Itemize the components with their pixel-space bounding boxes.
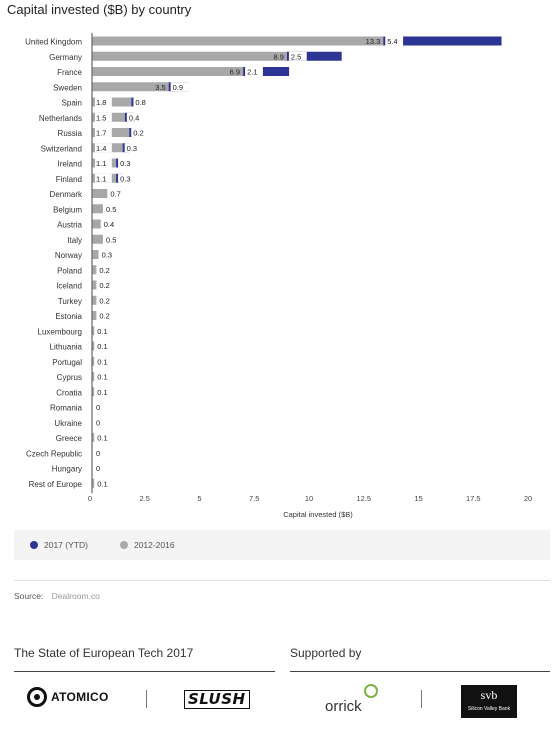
bar-2012-2016 bbox=[92, 281, 96, 290]
logo-separator bbox=[146, 690, 147, 708]
source-value[interactable]: Dealroom.co bbox=[51, 591, 100, 601]
source-label: Source: bbox=[14, 591, 44, 601]
bar-2012-2016 bbox=[92, 189, 107, 198]
report-title-rule bbox=[14, 671, 275, 672]
country-label: Croatia bbox=[56, 388, 82, 398]
x-tick-label: 7.5 bbox=[249, 494, 260, 503]
country-label: Belgium bbox=[53, 205, 82, 215]
data-label-total: 0 bbox=[96, 403, 101, 413]
supported-by-label: Supported by bbox=[290, 646, 362, 660]
data-label-total: 0.1 bbox=[97, 387, 108, 397]
country-label: Russia bbox=[57, 129, 82, 138]
data-label-total: 0.2 bbox=[99, 311, 110, 321]
data-label-total: 0.2 bbox=[99, 296, 110, 306]
legend-swatch-2017 bbox=[30, 541, 38, 549]
country-label: Norway bbox=[54, 251, 82, 260]
slush-logo: SLUSH bbox=[184, 690, 250, 709]
bar-2012-2016 bbox=[92, 67, 243, 76]
bar-2012-2016 bbox=[92, 235, 103, 244]
data-label-total: 0.1 bbox=[97, 433, 108, 443]
data-label-total: 0 bbox=[96, 418, 101, 428]
data-label-2012-2016: 1.4 bbox=[96, 143, 107, 153]
data-label-2012-2016: 8.9 bbox=[273, 52, 284, 62]
data-label-2017-ytd: 2.1 bbox=[247, 67, 258, 77]
bar-2012-2016 bbox=[92, 311, 96, 320]
svb-logo-subtext: Silicon Valley Bank bbox=[467, 706, 511, 712]
data-label-total: 0.4 bbox=[103, 220, 115, 230]
data-label-total: 0 bbox=[96, 448, 101, 458]
legend bbox=[14, 530, 550, 560]
data-label-total: 0.1 bbox=[97, 342, 108, 352]
country-label: Netherlands bbox=[38, 113, 82, 123]
data-label-2017-ytd: 0.3 bbox=[126, 143, 138, 153]
divider bbox=[14, 580, 550, 581]
data-label-total: 0.2 bbox=[99, 265, 110, 275]
data-label-2012-2016: 3.5 bbox=[155, 82, 166, 92]
data-label-total: 0.5 bbox=[105, 235, 117, 245]
data-label-total: 0.2 bbox=[99, 281, 110, 291]
x-tick-label: 15 bbox=[414, 494, 423, 503]
country-label: Turkey bbox=[57, 296, 82, 306]
bar-2012-2016 bbox=[92, 265, 96, 274]
bar-2012-2016 bbox=[92, 37, 383, 46]
legend-label-2012-2016: 2012-2016 bbox=[133, 540, 175, 550]
data-label-2012-2016: 13.3 bbox=[365, 37, 381, 47]
report-title: The State of European Tech 2017 bbox=[14, 646, 194, 660]
country-label: Portugal bbox=[52, 357, 82, 367]
data-label-total: 0.1 bbox=[97, 357, 108, 367]
legend-item-2012-2016[interactable] bbox=[120, 540, 175, 550]
orrick-logo-icon bbox=[364, 684, 378, 698]
country-label: Ireland bbox=[57, 159, 82, 169]
source-note bbox=[14, 591, 100, 601]
data-label-2017-ytd: 0.8 bbox=[135, 98, 146, 108]
country-label: Czech Republic bbox=[25, 449, 82, 459]
data-label-2017-ytd: 0.2 bbox=[133, 128, 144, 138]
country-label: Ukraine bbox=[54, 418, 82, 428]
country-label: Cyprus bbox=[56, 373, 82, 382]
x-axis-title: Capital invested ($B) bbox=[283, 510, 353, 519]
x-tick-label: 5 bbox=[197, 494, 202, 503]
x-tick-label: 12.5 bbox=[356, 494, 372, 503]
country-label: Lithuania bbox=[49, 342, 82, 352]
orrick-logo: orrick bbox=[325, 698, 362, 715]
country-label: Finland bbox=[55, 174, 82, 184]
data-label-2012-2016: 1.8 bbox=[96, 98, 107, 108]
atomico-logo bbox=[27, 687, 109, 707]
legend-item-2017[interactable] bbox=[30, 540, 88, 550]
x-tick-label: 17.5 bbox=[465, 494, 481, 503]
data-label-2012-2016: 1.7 bbox=[96, 128, 107, 138]
country-label: Luxembourg bbox=[37, 327, 82, 337]
data-label-2017-ytd: 2.5 bbox=[290, 52, 302, 62]
bar-2012-2016 bbox=[92, 204, 103, 213]
atomico-logo-text: ATOMICO bbox=[51, 690, 109, 704]
x-tick-label: 20 bbox=[523, 494, 533, 503]
data-label-total: 0.7 bbox=[110, 189, 121, 199]
data-label-2012-2016: 1.5 bbox=[96, 113, 107, 123]
bar-2012-2016 bbox=[92, 220, 101, 229]
data-label-total: 0.3 bbox=[101, 250, 113, 260]
legend-label-2017: 2017 (YTD) bbox=[44, 540, 88, 550]
country-label: Switzerland bbox=[40, 144, 82, 154]
country-label: Denmark bbox=[49, 190, 82, 199]
country-label: Hungary bbox=[51, 464, 82, 474]
country-label: France bbox=[57, 68, 82, 77]
country-label: Iceland bbox=[56, 281, 82, 291]
bar-2012-2016 bbox=[92, 250, 99, 259]
x-tick-label: 10 bbox=[304, 494, 314, 503]
country-label: Italy bbox=[67, 235, 82, 245]
country-label: Estonia bbox=[55, 312, 82, 321]
supported-by-rule bbox=[290, 671, 550, 672]
data-label-total: 0 bbox=[96, 464, 101, 474]
x-tick-label: 2.5 bbox=[139, 494, 150, 503]
data-label-2012-2016: 6.9 bbox=[229, 67, 241, 77]
data-label-total: 0.1 bbox=[97, 372, 108, 382]
country-label: Rest of Europe bbox=[28, 479, 82, 489]
country-label: Austria bbox=[57, 220, 82, 230]
chart-title: Capital invested ($B) by country bbox=[7, 2, 192, 17]
country-label: Romania bbox=[49, 403, 82, 413]
x-tick-label: 0 bbox=[87, 494, 93, 503]
data-label-total: 0.1 bbox=[97, 479, 108, 489]
logo-separator bbox=[421, 690, 422, 708]
country-label: Sweden bbox=[53, 83, 82, 93]
country-label: United Kingdom bbox=[25, 37, 82, 47]
bar-2012-2016 bbox=[92, 296, 96, 305]
data-label-2017-ytd: 0.3 bbox=[120, 159, 131, 169]
data-label-total: 0.1 bbox=[97, 326, 108, 336]
data-label-2017-ytd: 0.9 bbox=[172, 82, 184, 92]
atomico-logo-icon bbox=[27, 687, 47, 707]
country-label: Germany bbox=[49, 52, 82, 62]
data-label-2017-ytd: 0.4 bbox=[128, 113, 140, 123]
country-label: Spain bbox=[61, 98, 82, 108]
legend-swatch-2012-2016 bbox=[120, 541, 128, 549]
bar-2012-2016 bbox=[92, 52, 287, 61]
data-label-2017-ytd: 5.4 bbox=[387, 37, 398, 47]
country-label: Poland bbox=[57, 266, 82, 276]
country-label: Greece bbox=[55, 434, 82, 443]
svb-logo-text: svb bbox=[480, 688, 498, 702]
data-label-2017-ytd: 0.3 bbox=[120, 174, 131, 184]
svb-logo bbox=[461, 685, 517, 718]
data-label-2012-2016: 1.1 bbox=[96, 159, 107, 169]
data-label-2012-2016: 1.1 bbox=[96, 174, 107, 184]
data-label-total: 0.5 bbox=[105, 204, 117, 214]
